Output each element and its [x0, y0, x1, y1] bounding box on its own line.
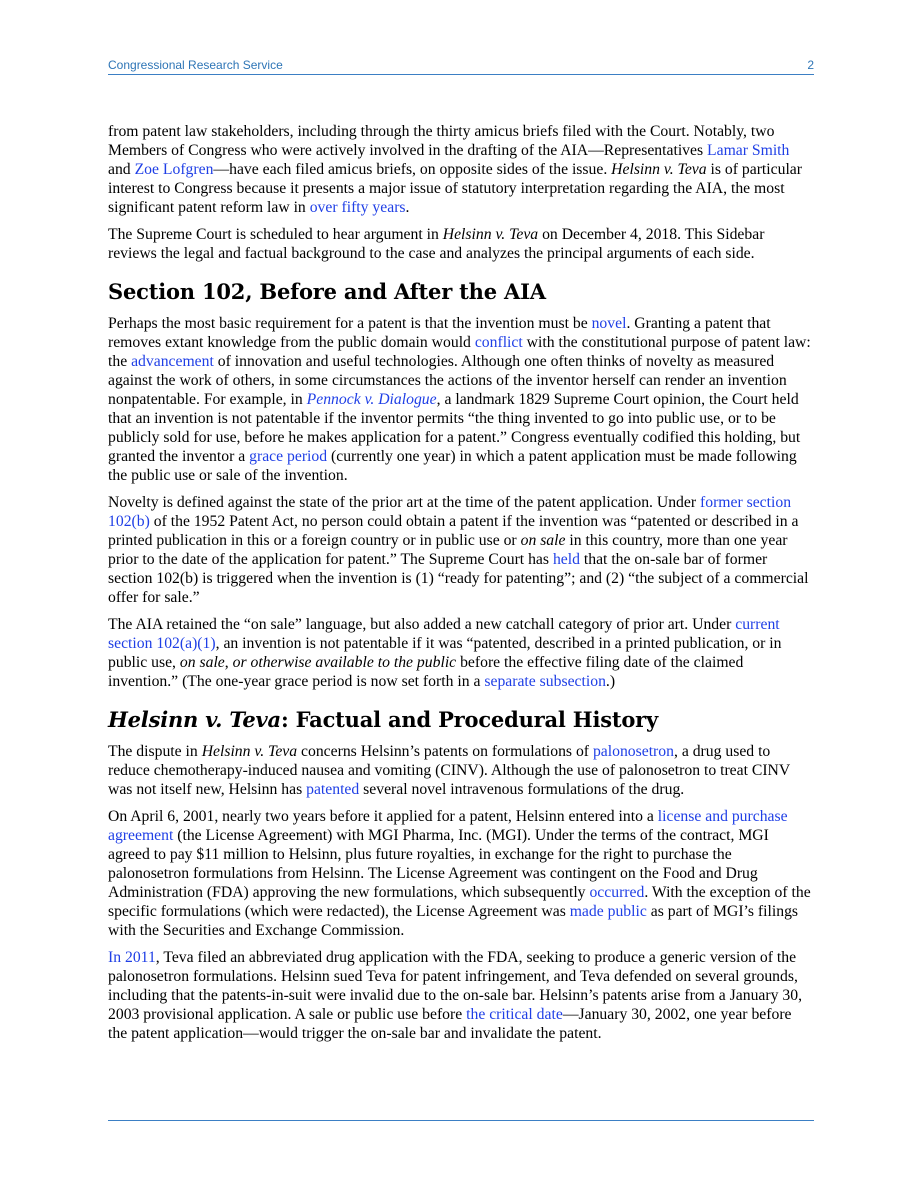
paragraph-license-agreement: On April 6, 2001, nearly two years before it applied for a patent, Helsinn entered into a license and purchase agreement (the License Agreement) with MGI Pharma, Inc. (MGI). Under the terms of the contract, MGI agreed to pay $11 million to Helsinn, plus future royalties, in exchange for the right to purchase the palonosetron formulations from Helsinn. The License Agreement was contingent on the Food and Drug Administration (FDA) approving the new formulations, which subsequently occurred. With the exception of the specific formulations (which were redacted), the License Agreement was made public as part of MGI’s filings with the Securities and Exchange Commission.	[108, 808, 811, 939]
link-pennock-v-dialogue[interactable]: Pennock v. Dialogue	[306, 391, 437, 408]
paragraph-teva-filing: In 2011, Teva filed an abbreviated drug application with the FDA, seeking to produce a generic version of the palonosetron formulations. Helsinn sued Teva for patent infringement, and Teva defended on several grounds, including that the patents-in-suit were invalid due to the on-sale bar. Helsinn’s patents arise from a January 30, 2003 provisional application. A sale or public use before the critical date—January 30, 2002, one year before the patent application—would trigger the on-sale bar and invalidate the patent.	[108, 949, 802, 1042]
link-in-2011[interactable]: In 2011	[108, 949, 156, 966]
heading-section-102: Section 102, Before and After the AIA	[108, 279, 546, 304]
document-body	[108, 122, 814, 1051]
link-made-public[interactable]: made public	[569, 903, 647, 920]
link-grace-period[interactable]: grace period	[249, 448, 328, 465]
link-occurred[interactable]: occurred	[589, 884, 645, 901]
link-advancement[interactable]: advancement	[131, 353, 214, 370]
paragraph-former-102b: Novelty is defined against the state of the prior art at the time of the patent application. Under former section 102(b) of the 1952 Patent Act, no person could obtain a patent if the invention was “patented or described in a printed publication in this or a foreign country or in public use or on sale in this country, more than one year prior to the date of the application for patent.” The Supreme Court has held that the on-sale bar of former section 102(b) is triggered when the invention is (1) “ready for patenting”; and (2) “the subject of a commercial offer for sale.”	[108, 494, 809, 606]
link-palonosetron[interactable]: palonosetron	[592, 743, 674, 760]
link-current-section-102a1[interactable]: current section 102(a)(1)	[108, 616, 780, 652]
link-held[interactable]: held	[552, 551, 580, 568]
footer-divider	[108, 1120, 814, 1121]
link-former-section-102b[interactable]: former section 102(b)	[108, 494, 792, 530]
link-the-critical-date[interactable]: the critical date	[466, 1006, 563, 1023]
link-over-fifty-years[interactable]: over fifty years	[309, 199, 406, 216]
paragraph-dispute: The dispute in Helsinn v. Teva concerns Helsinn’s patents on formulations of palonosetron, a drug used to reduce chemotherapy-induced nausea and vomiting (CINV). Although the use of palonosetron to treat CINV was not itself new, Helsinn has patented several novel intravenous formulations of the drug.	[108, 743, 790, 798]
paragraph-argument-date: The Supreme Court is scheduled to hear argument in Helsinn v. Teva on December 4, 2018. This Sidebar reviews the legal and factual background to the case and analyzes the principal arguments of each side.	[108, 226, 765, 262]
paragraph-aia-retained: The AIA retained the “on sale” language, but also added a new catchall category of prior art. Under current section 102(a)(1), an invention is not patentable if it was “patented, described in a printed publication, or in public use, on sale, or otherwise available to the public before the effective filing date of the claimed invention.” (The one-year grace period is now set forth in a separate subsection.)	[108, 616, 782, 690]
link-zoe-lofgren[interactable]: Zoe Lofgren	[134, 161, 214, 178]
paragraph-novelty: Perhaps the most basic requirement for a patent is that the invention must be novel. Granting a patent that removes extant knowledge from the public domain would conflict with the constitutional purpose of patent law: the advancement of innovation and useful technologies. Although one often thinks of novelty as measured against the work of others, in some circumstances the actions of the inventor herself can render an invention nonpatentable. For example, in Pennock v. Dialogue, a landmark 1829 Supreme Court opinion, the Court held that an invention is not patentable if the inventor permits “the thing invented to go into public use, or to be publicly sold for use, before he makes application for a patent.” Congress eventually codified this holding, but granted the inventor a grace period (currently one year) in which a patent application must be made following the public use or sale of the invention.	[108, 315, 811, 484]
page-number: 2	[807, 58, 814, 72]
link-novel[interactable]: novel	[591, 315, 627, 332]
page-header	[108, 58, 814, 75]
paragraph-amicus: from patent law stakeholders, including through the thirty amicus briefs filed with the Court. Notably, two Members of Congress who were actively involved in the drafting of the AIA—Representatives Lamar Smith and Zoe Lofgren—have each filed amicus briefs, on opposite sides of the issue. Helsinn v. Teva is of particular interest to Congress because it presents a major issue of statutory interpretation regarding the AIA, the most significant patent reform law in over fifty years.	[108, 123, 802, 216]
header-org-name: Congressional Research Service	[108, 58, 283, 72]
link-conflict[interactable]: conflict	[474, 334, 523, 351]
link-separate-subsection[interactable]: separate subsection	[484, 673, 606, 690]
heading-factual-history: Helsinn v. Teva: Factual and Procedural History	[108, 707, 659, 732]
link-lamar-smith[interactable]: Lamar Smith	[707, 142, 790, 159]
link-patented[interactable]: patented	[306, 781, 360, 798]
link-license-and-purchase-agreement[interactable]: license and purchase agreement	[108, 808, 788, 844]
